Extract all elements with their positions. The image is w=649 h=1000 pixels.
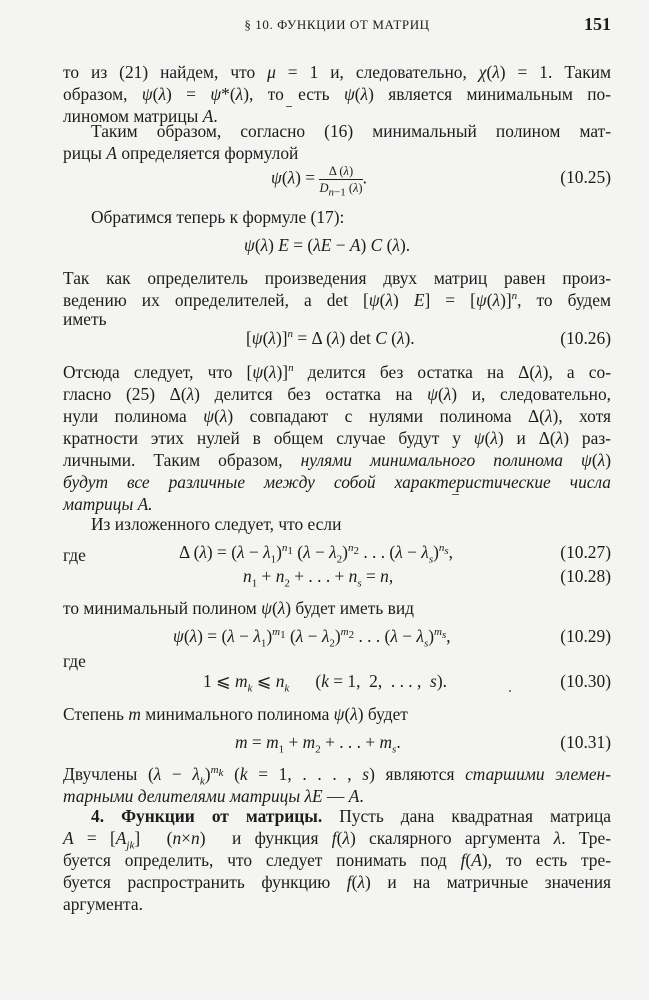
equation-number: (10.31) — [560, 732, 611, 752]
equation-number: (10.28) — [560, 566, 611, 586]
text-line: Отсюда следует, что $[\psi(\lambda)]^n$ делится без остатка на Δ(λ), а со- — [63, 362, 611, 382]
text-line: то из (21) найдем, что μ = 1 и, следовательно, χ(λ) = 1. Таким — [63, 62, 611, 82]
text-line: Обратимся теперь к формуле (17): — [91, 207, 345, 227]
equation-number: (10.29) — [560, 626, 611, 646]
equation-10-28: $n_1 + n_2$ + . . . + $n_s = n$, (10.28) — [243, 566, 611, 590]
equation-10-26: $[\psi(\lambda)]^n = \Delta$ (λ) det C (λ). (10.26) — [246, 328, 611, 348]
equation-number: (10.26) — [560, 328, 611, 348]
text-line: личными. Таким образом, нулями минимального полинома ψ(λ) — [63, 450, 611, 470]
equation-number: (10.27) — [560, 542, 611, 562]
text-line: буется распространить функцию f(λ) и на матричные значения — [63, 872, 611, 892]
text-line: гласно (25) Δ(λ) делится без остатка на ψ(λ) и, следовательно, — [63, 384, 611, 404]
text-line: Таким образом, согласно (16) минимальный полином мат- — [91, 121, 611, 141]
text-line: Так как определитель произведения двух матриц равен произ- — [63, 268, 611, 288]
text-line: Степень m минимального полинома ψ(λ) будет — [63, 704, 408, 724]
text-line: $A = [A_{jk}]$ (n×n) и функция f(λ) скалярного аргумента λ. Тре- — [63, 828, 611, 852]
text-line: иметь — [63, 309, 107, 329]
text-line: матрицы A. — [63, 494, 153, 514]
text-line-gde-2: где — [63, 651, 86, 671]
running-header — [63, 14, 611, 39]
text-line: нули полинома ψ(λ) совпадают с нулями полинома Δ(λ), хотя — [63, 406, 611, 426]
page-number: 151 — [584, 14, 611, 34]
text-line: 4. Функции от матрицы. Пусть дана квадратная матрица — [91, 806, 611, 826]
equation-number: (10.30) — [560, 671, 611, 691]
text-line-last: аргумента. — [63, 894, 143, 914]
text-line: кратности этих нулей в общем случае будут у ψ(λ) и Δ(λ) раз- — [63, 428, 611, 448]
text-line: Из изложенного следует, что если — [91, 514, 342, 534]
print-speck — [452, 494, 459, 495]
text-line: буется определить, что следует понимать под f(A), то есть тре- — [63, 850, 612, 870]
text-line: образом, ψ(λ) = ψ*(λ), то есть ψ(λ) является минимальным по- — [63, 84, 612, 104]
equation-unnumbered: ψ(λ) E = (λE − A) C (λ). — [244, 235, 411, 255]
text-line: линомом матрицы A. — [63, 106, 218, 126]
section-title: § 10. ФУНКЦИИ ОТ МАТРИЦ — [244, 17, 430, 32]
text-line: будут все различные между собой характеристические числа — [63, 472, 611, 492]
equation-10-30: 1 ⩽ $m_k$ ⩽ $n_k$ (k = 1, 2, . . . , s). (10.30) — [203, 671, 611, 695]
print-speck — [509, 690, 511, 692]
text-line: Двучлены $(\lambda - \lambda_k)^{m_k}$ (k = 1, . . . , s) являются старшими элемен- — [63, 764, 611, 788]
equation-10-31: $m = m_1 + m_2$ + . . . + $m_s$. (10.31) — [235, 732, 611, 756]
text-line: тарными делителями матрицы λE — A. — [63, 786, 364, 806]
text-line: рицы A определяется формулой — [63, 143, 299, 163]
equation-10-29: $\psi(\lambda) = (\lambda - \lambda_1)^{m_1}$ $(\lambda - \lambda_2)^{m_2}$ . . . $(\lambda - \lambda_s)^{m_s}$, (10.29) — [173, 626, 611, 650]
text-line-gde-1: где — [63, 545, 86, 565]
equation-10-27: Δ $(\lambda) = (\lambda - \lambda_1)^{n_1}$ $(\lambda - \lambda_2)^{n_2}$ . . . $(\lambda - \lambda_s)^{n_s}$, (10.27) — [179, 542, 611, 566]
equation-number: (10.25) — [560, 167, 611, 187]
print-speck — [286, 106, 292, 107]
text-line: то минимальный полином ψ(λ) будет иметь вид — [63, 598, 415, 618]
equation-10-25: ψ(λ) = $\frac{\Delta (\lambda)}{D_{n-1} (\lambda)}$ . (10.25) — [271, 164, 611, 199]
text-line: ведению их определителей, а det [ψ(λ) $E] = [\psi(\lambda)]^n$, то будем — [63, 290, 611, 310]
fraction: $\frac{\Delta (\lambda)}{D_{n-1} (\lambda)}$ — [319, 164, 363, 199]
